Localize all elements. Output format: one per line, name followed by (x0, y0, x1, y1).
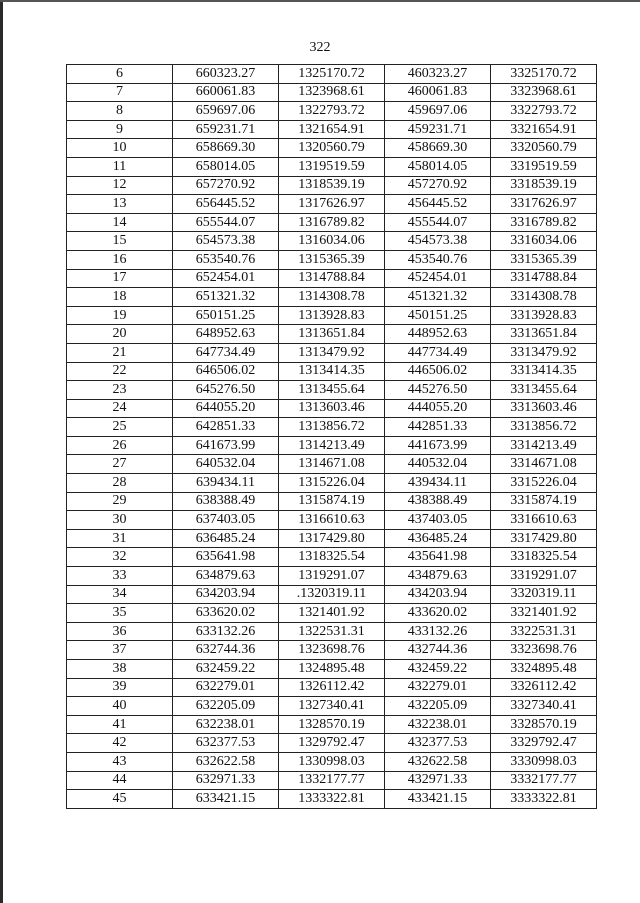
table-row (67, 213, 597, 232)
y-coordinate-cell: 1324895.48 (279, 660, 385, 679)
x-coordinate-cell: 633132.26 (173, 622, 279, 641)
table-row (67, 399, 597, 418)
y-coordinate-cell: 1318539.19 (279, 176, 385, 195)
point-number-cell: 29 (67, 492, 173, 511)
x-local-cell: 447734.49 (385, 343, 491, 362)
x-local-cell: 453540.76 (385, 250, 491, 269)
x-coordinate-cell: 632971.33 (173, 771, 279, 790)
x-coordinate-cell: 647734.49 (173, 343, 279, 362)
y-coordinate-cell: .1320319.11 (279, 585, 385, 604)
y-coordinate-cell: 1313928.83 (279, 306, 385, 325)
y-local-cell: 3318539.19 (491, 176, 597, 195)
x-coordinate-cell: 632744.36 (173, 641, 279, 660)
table-row (67, 418, 597, 437)
table-row (67, 511, 597, 530)
y-local-cell: 3314788.84 (491, 269, 597, 288)
y-local-cell: 3315365.39 (491, 250, 597, 269)
scan-left-edge (0, 0, 3, 903)
table-row (67, 250, 597, 269)
point-number-cell: 20 (67, 325, 173, 344)
point-number-cell: 9 (67, 120, 173, 139)
x-coordinate-cell: 660061.83 (173, 83, 279, 102)
x-local-cell: 432279.01 (385, 678, 491, 697)
table-row (67, 734, 597, 753)
table-row (67, 492, 597, 511)
y-coordinate-cell: 1332177.77 (279, 771, 385, 790)
y-coordinate-cell: 1329792.47 (279, 734, 385, 753)
y-local-cell: 3322531.31 (491, 622, 597, 641)
y-local-cell: 3325170.72 (491, 65, 597, 84)
x-local-cell: 438388.49 (385, 492, 491, 511)
x-local-cell: 434203.94 (385, 585, 491, 604)
table-row (67, 343, 597, 362)
point-number-cell: 38 (67, 660, 173, 679)
point-number-cell: 26 (67, 436, 173, 455)
x-local-cell: 432744.36 (385, 641, 491, 660)
table-row (67, 455, 597, 474)
point-number-cell: 43 (67, 752, 173, 771)
point-number-cell: 17 (67, 269, 173, 288)
y-coordinate-cell: 1323968.61 (279, 83, 385, 102)
x-local-cell: 460323.27 (385, 65, 491, 84)
coordinate-table-body (67, 65, 597, 809)
y-coordinate-cell: 1318325.54 (279, 548, 385, 567)
y-coordinate-cell: 1326112.42 (279, 678, 385, 697)
table-row (67, 529, 597, 548)
y-coordinate-cell: 1317429.80 (279, 529, 385, 548)
table-row (67, 436, 597, 455)
point-number-cell: 8 (67, 102, 173, 121)
x-coordinate-cell: 632459.22 (173, 660, 279, 679)
y-local-cell: 3323968.61 (491, 83, 597, 102)
y-coordinate-cell: 1316610.63 (279, 511, 385, 530)
y-coordinate-cell: 1316034.06 (279, 232, 385, 251)
table-row (67, 771, 597, 790)
y-coordinate-cell: 1314788.84 (279, 269, 385, 288)
x-coordinate-cell: 644055.20 (173, 399, 279, 418)
y-coordinate-cell: 1323698.76 (279, 641, 385, 660)
y-coordinate-cell: 1322531.31 (279, 622, 385, 641)
y-local-cell: 3313603.46 (491, 399, 597, 418)
y-local-cell: 3316789.82 (491, 213, 597, 232)
y-coordinate-cell: 1327340.41 (279, 697, 385, 716)
x-local-cell: 459231.71 (385, 120, 491, 139)
y-local-cell: 3313414.35 (491, 362, 597, 381)
x-local-cell: 458669.30 (385, 139, 491, 158)
y-coordinate-cell: 1313651.84 (279, 325, 385, 344)
table-row (67, 474, 597, 493)
x-local-cell: 454573.38 (385, 232, 491, 251)
table-row (67, 641, 597, 660)
table-row (67, 288, 597, 307)
y-coordinate-cell: 1333322.81 (279, 790, 385, 809)
point-number-cell: 13 (67, 195, 173, 214)
x-local-cell: 439434.11 (385, 474, 491, 493)
x-local-cell: 445276.50 (385, 381, 491, 400)
point-number-cell: 32 (67, 548, 173, 567)
point-number-cell: 22 (67, 362, 173, 381)
x-local-cell: 458014.05 (385, 157, 491, 176)
table-row (67, 139, 597, 158)
table-row (67, 306, 597, 325)
y-local-cell: 3323698.76 (491, 641, 597, 660)
table-row (67, 697, 597, 716)
point-number-cell: 14 (67, 213, 173, 232)
point-number-cell: 35 (67, 604, 173, 623)
x-coordinate-cell: 648952.63 (173, 325, 279, 344)
x-coordinate-cell: 659697.06 (173, 102, 279, 121)
x-local-cell: 432459.22 (385, 660, 491, 679)
x-local-cell: 436485.24 (385, 529, 491, 548)
y-local-cell: 3320319.11 (491, 585, 597, 604)
y-coordinate-cell: 1315226.04 (279, 474, 385, 493)
y-local-cell: 3313479.92 (491, 343, 597, 362)
x-coordinate-cell: 632238.01 (173, 715, 279, 734)
x-coordinate-cell: 640532.04 (173, 455, 279, 474)
y-coordinate-cell: 1315874.19 (279, 492, 385, 511)
x-coordinate-cell: 646506.02 (173, 362, 279, 381)
table-row (67, 102, 597, 121)
y-local-cell: 3313856.72 (491, 418, 597, 437)
x-coordinate-cell: 655544.07 (173, 213, 279, 232)
y-local-cell: 3317429.80 (491, 529, 597, 548)
x-local-cell: 452454.01 (385, 269, 491, 288)
point-number-cell: 42 (67, 734, 173, 753)
x-local-cell: 459697.06 (385, 102, 491, 121)
table-row (67, 622, 597, 641)
table-row (67, 232, 597, 251)
x-coordinate-cell: 634203.94 (173, 585, 279, 604)
x-coordinate-cell: 641673.99 (173, 436, 279, 455)
x-local-cell: 457270.92 (385, 176, 491, 195)
y-local-cell: 3329792.47 (491, 734, 597, 753)
x-local-cell: 434879.63 (385, 567, 491, 586)
table-row (67, 660, 597, 679)
y-local-cell: 3318325.54 (491, 548, 597, 567)
y-local-cell: 3316610.63 (491, 511, 597, 530)
x-coordinate-cell: 632377.53 (173, 734, 279, 753)
table-row (67, 585, 597, 604)
x-coordinate-cell: 634879.63 (173, 567, 279, 586)
point-number-cell: 37 (67, 641, 173, 660)
point-number-cell: 28 (67, 474, 173, 493)
table-row (67, 362, 597, 381)
x-coordinate-cell: 656445.52 (173, 195, 279, 214)
y-local-cell: 3326112.42 (491, 678, 597, 697)
point-number-cell: 10 (67, 139, 173, 158)
x-coordinate-cell: 638388.49 (173, 492, 279, 511)
y-coordinate-cell: 1321654.91 (279, 120, 385, 139)
y-local-cell: 3315226.04 (491, 474, 597, 493)
table-row (67, 176, 597, 195)
x-local-cell: 446506.02 (385, 362, 491, 381)
x-local-cell: 456445.52 (385, 195, 491, 214)
point-number-cell: 27 (67, 455, 173, 474)
table-row (67, 83, 597, 102)
table-row (67, 65, 597, 84)
y-local-cell: 3327340.41 (491, 697, 597, 716)
x-coordinate-cell: 651321.32 (173, 288, 279, 307)
point-number-cell: 19 (67, 306, 173, 325)
point-number-cell: 41 (67, 715, 173, 734)
y-coordinate-cell: 1316789.82 (279, 213, 385, 232)
x-coordinate-cell: 637403.05 (173, 511, 279, 530)
x-local-cell: 433620.02 (385, 604, 491, 623)
x-local-cell: 432377.53 (385, 734, 491, 753)
point-number-cell: 11 (67, 157, 173, 176)
table-row (67, 381, 597, 400)
y-coordinate-cell: 1317626.97 (279, 195, 385, 214)
x-local-cell: 433132.26 (385, 622, 491, 641)
table-row (67, 195, 597, 214)
point-number-cell: 16 (67, 250, 173, 269)
y-coordinate-cell: 1314213.49 (279, 436, 385, 455)
x-local-cell: 437403.05 (385, 511, 491, 530)
page-number: 322 (309, 40, 331, 55)
coordinate-table (66, 64, 597, 809)
point-number-cell: 21 (67, 343, 173, 362)
point-number-cell: 12 (67, 176, 173, 195)
table-row (67, 157, 597, 176)
x-local-cell: 448952.63 (385, 325, 491, 344)
x-coordinate-cell: 635641.98 (173, 548, 279, 567)
x-coordinate-cell: 645276.50 (173, 381, 279, 400)
y-local-cell: 3322793.72 (491, 102, 597, 121)
x-local-cell: 441673.99 (385, 436, 491, 455)
y-coordinate-cell: 1319291.07 (279, 567, 385, 586)
x-local-cell: 450151.25 (385, 306, 491, 325)
x-coordinate-cell: 657270.92 (173, 176, 279, 195)
y-local-cell: 3319519.59 (491, 157, 597, 176)
table-row (67, 567, 597, 586)
y-local-cell: 3330998.03 (491, 752, 597, 771)
scan-top-edge (0, 0, 640, 2)
point-number-cell: 45 (67, 790, 173, 809)
point-number-cell: 23 (67, 381, 173, 400)
x-local-cell: 432238.01 (385, 715, 491, 734)
point-number-cell: 24 (67, 399, 173, 418)
x-local-cell: 433421.15 (385, 790, 491, 809)
x-coordinate-cell: 632622.58 (173, 752, 279, 771)
y-coordinate-cell: 1313455.64 (279, 381, 385, 400)
x-local-cell: 455544.07 (385, 213, 491, 232)
y-coordinate-cell: 1314308.78 (279, 288, 385, 307)
y-local-cell: 3317626.97 (491, 195, 597, 214)
point-number-cell: 44 (67, 771, 173, 790)
point-number-cell: 33 (67, 567, 173, 586)
x-coordinate-cell: 632279.01 (173, 678, 279, 697)
y-coordinate-cell: 1314671.08 (279, 455, 385, 474)
y-coordinate-cell: 1313603.46 (279, 399, 385, 418)
y-local-cell: 3321654.91 (491, 120, 597, 139)
x-coordinate-cell: 650151.25 (173, 306, 279, 325)
point-number-cell: 31 (67, 529, 173, 548)
table-row (67, 752, 597, 771)
point-number-cell: 30 (67, 511, 173, 530)
x-local-cell: 440532.04 (385, 455, 491, 474)
x-local-cell: 432205.09 (385, 697, 491, 716)
y-local-cell: 3332177.77 (491, 771, 597, 790)
y-local-cell: 3321401.92 (491, 604, 597, 623)
y-local-cell: 3314213.49 (491, 436, 597, 455)
y-local-cell: 3314308.78 (491, 288, 597, 307)
y-local-cell: 3315874.19 (491, 492, 597, 511)
y-coordinate-cell: 1328570.19 (279, 715, 385, 734)
y-local-cell: 3313651.84 (491, 325, 597, 344)
point-number-cell: 39 (67, 678, 173, 697)
table-row (67, 325, 597, 344)
x-local-cell: 432622.58 (385, 752, 491, 771)
y-coordinate-cell: 1320560.79 (279, 139, 385, 158)
point-number-cell: 7 (67, 83, 173, 102)
y-local-cell: 3333322.81 (491, 790, 597, 809)
y-local-cell: 3314671.08 (491, 455, 597, 474)
x-local-cell: 435641.98 (385, 548, 491, 567)
point-number-cell: 25 (67, 418, 173, 437)
y-local-cell: 3328570.19 (491, 715, 597, 734)
x-local-cell: 442851.33 (385, 418, 491, 437)
point-number-cell: 6 (67, 65, 173, 84)
x-coordinate-cell: 659231.71 (173, 120, 279, 139)
x-coordinate-cell: 654573.38 (173, 232, 279, 251)
x-coordinate-cell: 658014.05 (173, 157, 279, 176)
y-coordinate-cell: 1322793.72 (279, 102, 385, 121)
x-coordinate-cell: 636485.24 (173, 529, 279, 548)
y-coordinate-cell: 1313414.35 (279, 362, 385, 381)
y-local-cell: 3319291.07 (491, 567, 597, 586)
point-number-cell: 18 (67, 288, 173, 307)
y-local-cell: 3313928.83 (491, 306, 597, 325)
y-coordinate-cell: 1319519.59 (279, 157, 385, 176)
y-coordinate-cell: 1330998.03 (279, 752, 385, 771)
x-coordinate-cell: 642851.33 (173, 418, 279, 437)
table-row (67, 269, 597, 288)
y-coordinate-cell: 1325170.72 (279, 65, 385, 84)
y-coordinate-cell: 1313856.72 (279, 418, 385, 437)
x-local-cell: 444055.20 (385, 399, 491, 418)
x-local-cell: 451321.32 (385, 288, 491, 307)
x-coordinate-cell: 633421.15 (173, 790, 279, 809)
x-coordinate-cell: 632205.09 (173, 697, 279, 716)
table-row (67, 120, 597, 139)
y-coordinate-cell: 1313479.92 (279, 343, 385, 362)
point-number-cell: 36 (67, 622, 173, 641)
x-coordinate-cell: 653540.76 (173, 250, 279, 269)
x-coordinate-cell: 652454.01 (173, 269, 279, 288)
x-local-cell: 460061.83 (385, 83, 491, 102)
point-number-cell: 15 (67, 232, 173, 251)
y-coordinate-cell: 1315365.39 (279, 250, 385, 269)
y-local-cell: 3313455.64 (491, 381, 597, 400)
x-coordinate-cell: 658669.30 (173, 139, 279, 158)
table-row (67, 548, 597, 567)
table-row (67, 604, 597, 623)
table-row (67, 790, 597, 809)
table-row (67, 678, 597, 697)
x-coordinate-cell: 639434.11 (173, 474, 279, 493)
y-local-cell: 3320560.79 (491, 139, 597, 158)
x-local-cell: 432971.33 (385, 771, 491, 790)
y-coordinate-cell: 1321401.92 (279, 604, 385, 623)
point-number-cell: 34 (67, 585, 173, 604)
x-coordinate-cell: 660323.27 (173, 65, 279, 84)
table-row (67, 715, 597, 734)
y-local-cell: 3316034.06 (491, 232, 597, 251)
point-number-cell: 40 (67, 697, 173, 716)
x-coordinate-cell: 633620.02 (173, 604, 279, 623)
y-local-cell: 3324895.48 (491, 660, 597, 679)
